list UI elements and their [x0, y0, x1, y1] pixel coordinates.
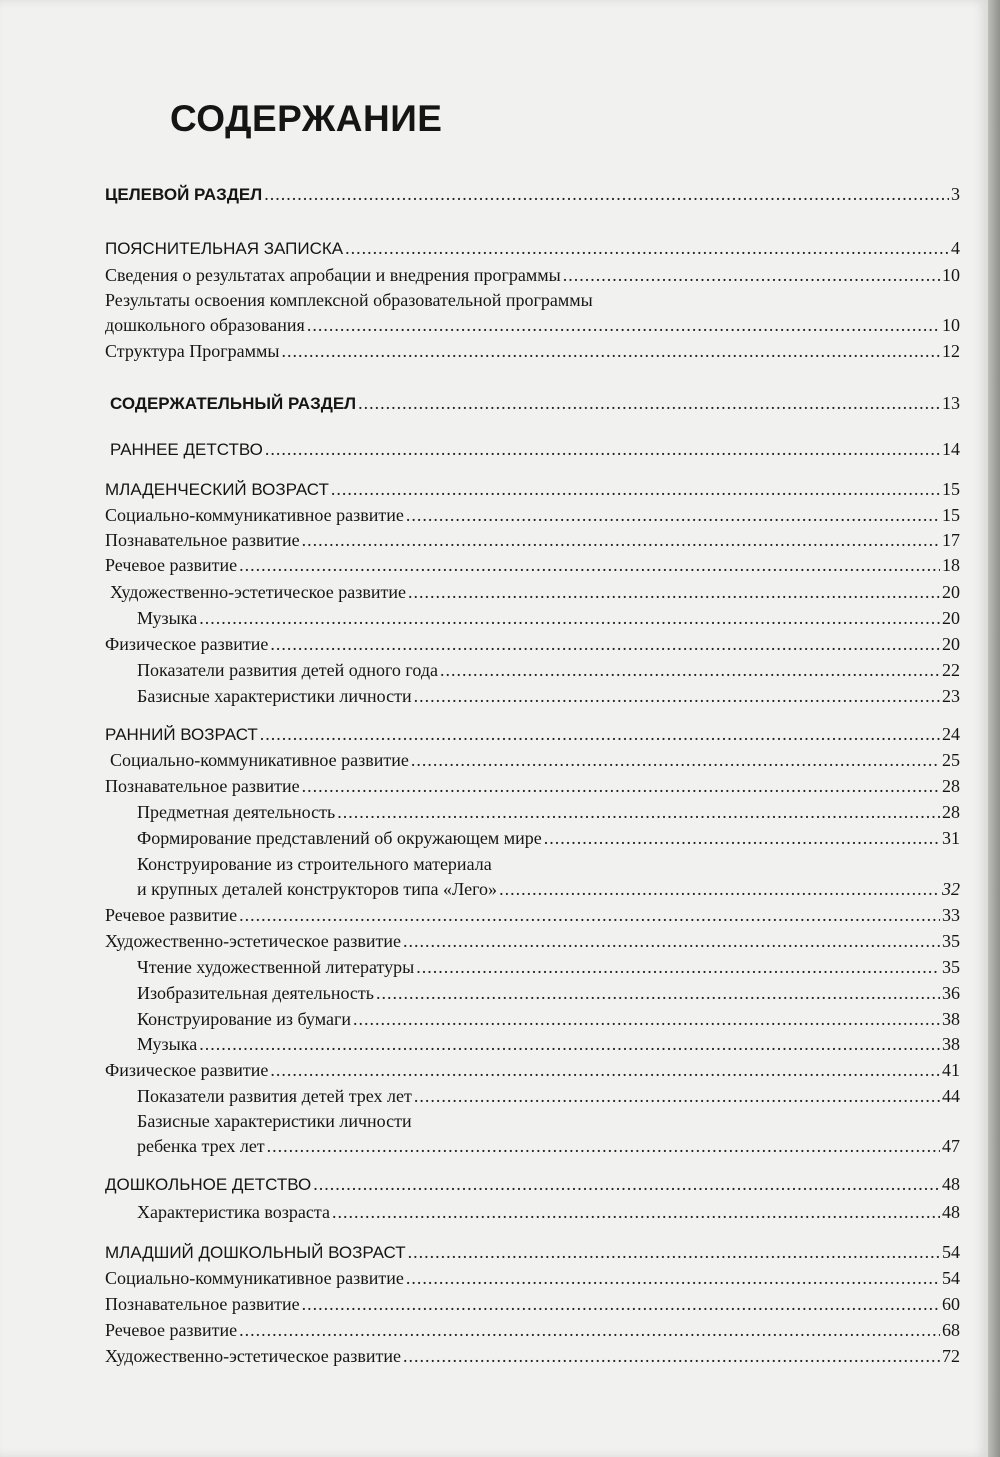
toc-entry-text: ребенка трех лет — [137, 1136, 265, 1156]
toc-leader — [408, 1240, 940, 1264]
toc-leader — [302, 1292, 940, 1316]
toc-leader — [265, 437, 940, 461]
toc-leader — [358, 391, 940, 415]
toc-page-number: 31 — [942, 828, 960, 848]
toc-leader — [267, 1134, 940, 1158]
toc-entry[interactable] — [105, 903, 960, 927]
toc-entry-text: Социально-коммуникативное развитие — [110, 750, 409, 770]
toc-entry-text: РАННЕЕ ДЕТСТВО — [110, 440, 263, 459]
toc-entry-text: Предметная деятельность — [137, 802, 336, 822]
toc-entry-text: Характеристика возраста — [137, 1202, 330, 1222]
toc-entry[interactable] — [105, 182, 960, 206]
toc-entry[interactable] — [105, 722, 960, 746]
toc-entry[interactable] — [105, 1172, 960, 1196]
toc-page-number: 22 — [942, 660, 960, 680]
toc-entry-text: Показатели развития детей трех лет — [137, 1086, 412, 1106]
toc-leader — [499, 877, 940, 901]
toc-page-number: 54 — [942, 1242, 960, 1262]
toc-entry-text: ДОШКОЛЬНОЕ ДЕТСТВО — [105, 1175, 312, 1194]
toc-entry-text: Речевое развитие — [105, 905, 238, 925]
toc-leader — [411, 748, 940, 772]
toc-entry[interactable] — [105, 263, 960, 287]
toc-entry-text: Речевое развитие — [105, 555, 238, 575]
toc-entry[interactable] — [105, 339, 960, 363]
toc-page-number: 44 — [942, 1086, 960, 1106]
book-spine-shadow — [988, 0, 1000, 1457]
toc-entry-text: Познавательное развитие — [105, 776, 300, 796]
toc-entry[interactable] — [105, 580, 960, 604]
toc-entry[interactable] — [105, 477, 960, 501]
toc-entry-text: МЛАДШИЙ ДОШКОЛЬНЫЙ ВОЗРАСТ — [105, 1243, 406, 1262]
toc-entry[interactable] — [105, 1109, 960, 1133]
toc-entry-text: Познавательное развитие — [105, 1294, 300, 1314]
toc-leader — [376, 981, 940, 1005]
toc-entry[interactable] — [105, 684, 960, 708]
toc-entry-text: Показатели развития детей одного года — [137, 660, 438, 680]
toc-page-number: 3 — [951, 184, 960, 204]
toc-page-number: 23 — [942, 686, 960, 706]
toc-entry-text: СОДЕРЖАТЕЛЬНЫЙ РАЗДЕЛ — [110, 394, 357, 413]
toc-entry[interactable] — [105, 1200, 960, 1224]
toc-entry[interactable] — [105, 1084, 960, 1108]
toc-leader — [239, 553, 940, 577]
table-of-contents — [105, 182, 960, 1368]
toc-page-number: 14 — [942, 439, 960, 459]
toc-entry-text: Художественно-эстетическое развитие — [110, 582, 406, 602]
toc-entry[interactable] — [105, 391, 960, 415]
toc-leader — [414, 684, 940, 708]
toc-entry-text: Физическое развитие — [105, 1060, 269, 1080]
toc-entry-text: Конструирование из бумаги — [137, 1009, 351, 1029]
toc-entry[interactable] — [105, 1344, 960, 1368]
toc-entry[interactable] — [105, 606, 960, 630]
toc-leader — [307, 313, 940, 337]
toc-entry[interactable] — [105, 800, 960, 824]
toc-leader — [264, 182, 949, 206]
toc-page-number: 47 — [942, 1136, 960, 1156]
toc-entry[interactable] — [105, 313, 960, 337]
toc-entry-text: и крупных деталей конструкторов типа «Лего» — [137, 879, 498, 899]
toc-entry[interactable] — [105, 236, 960, 260]
toc-entry-text: Музыка — [137, 1034, 198, 1054]
toc-entry[interactable] — [105, 826, 960, 850]
toc-leader — [414, 1084, 940, 1108]
toc-entry-text: Структура Программы — [105, 341, 280, 361]
toc-leader — [331, 477, 940, 501]
toc-leader — [563, 263, 940, 287]
toc-entry-text: Базисные характеристики личности — [137, 1111, 412, 1131]
toc-leader — [270, 1058, 940, 1082]
toc-page-number: 25 — [942, 750, 960, 770]
toc-page-number: 12 — [942, 341, 960, 361]
toc-entry-text: Социально-коммуникативное развитие — [105, 1268, 404, 1288]
toc-page-number: 48 — [942, 1174, 960, 1194]
toc-page-number: 20 — [942, 634, 960, 654]
toc-entry[interactable] — [105, 503, 960, 527]
toc-leader — [239, 903, 940, 927]
toc-entry-text: Формирование представлений об окружающем мире — [137, 828, 542, 848]
toc-entry[interactable] — [105, 632, 960, 656]
toc-page-number: 35 — [942, 957, 960, 977]
toc-entry[interactable] — [105, 748, 960, 772]
toc-entry-text: Чтение художественной литературы — [137, 957, 415, 977]
toc-page-number: 20 — [942, 608, 960, 628]
toc-entry[interactable] — [105, 955, 960, 979]
toc-leader — [403, 929, 940, 953]
toc-entry[interactable] — [105, 528, 960, 552]
toc-page-number: 13 — [942, 393, 960, 413]
toc-page-number: 28 — [942, 776, 960, 796]
toc-page-number: 48 — [942, 1202, 960, 1222]
toc-entry[interactable] — [105, 929, 960, 953]
toc-leader — [544, 826, 940, 850]
toc-leader — [282, 339, 941, 363]
toc-entry[interactable] — [105, 288, 960, 312]
toc-entry-text: МЛАДЕНЧЕСКИЙ ВОЗРАСТ — [105, 480, 329, 499]
toc-page-number: 18 — [942, 555, 960, 575]
toc-entry[interactable] — [105, 658, 960, 682]
toc-entry[interactable] — [105, 1007, 960, 1031]
toc-page-number: 72 — [942, 1346, 960, 1366]
toc-page-number: 17 — [942, 530, 960, 550]
toc-page-number: 35 — [942, 931, 960, 951]
toc-entry-text: Сведения о результатах апробации и внедрения программы — [105, 265, 561, 285]
toc-entry-text: Речевое развитие — [105, 1320, 238, 1340]
toc-page-number: 38 — [942, 1009, 960, 1029]
toc-leader — [406, 1266, 940, 1290]
toc-entry-text: Социально-коммуникативное развитие — [105, 505, 404, 525]
toc-leader — [302, 774, 940, 798]
toc-entry-text: Результаты освоения комплексной образовательной программы — [105, 290, 593, 310]
page-title: СОДЕРЖАНИЕ — [170, 98, 443, 139]
toc-leader — [239, 1318, 940, 1342]
toc-page-number: 38 — [942, 1034, 960, 1054]
toc-entry[interactable] — [105, 437, 960, 461]
toc-page-number: 10 — [942, 265, 960, 285]
toc-leader — [199, 606, 940, 630]
toc-entry-text: Базисные характеристики личности — [137, 686, 412, 706]
toc-page-number: 28 — [942, 802, 960, 822]
toc-entry[interactable] — [105, 981, 960, 1005]
toc-leader — [313, 1172, 940, 1196]
toc-page-number: 41 — [942, 1060, 960, 1080]
toc-page-number: 60 — [942, 1294, 960, 1314]
toc-entry[interactable] — [105, 1032, 960, 1056]
toc-entry-text: Познавательное развитие — [105, 530, 300, 550]
toc-page-number: 54 — [942, 1268, 960, 1288]
toc-entry-text: Физическое развитие — [105, 634, 269, 654]
toc-leader — [353, 1007, 940, 1031]
toc-entry[interactable] — [105, 1318, 960, 1342]
toc-entry[interactable] — [105, 1134, 960, 1158]
toc-leader — [270, 632, 940, 656]
toc-entry-text: Конструирование из строительного материала — [137, 854, 492, 874]
toc-leader — [332, 1200, 940, 1224]
toc-entry[interactable] — [105, 852, 960, 876]
toc-entry-text: Музыка — [137, 608, 198, 628]
toc-entry[interactable] — [105, 1266, 960, 1290]
toc-page-number: 68 — [942, 1320, 960, 1340]
toc-entry[interactable] — [105, 1058, 960, 1082]
toc-entry-text: РАННИЙ ВОЗРАСТ — [105, 725, 258, 744]
toc-page-number: 36 — [942, 983, 960, 1003]
toc-page-number: 15 — [942, 505, 960, 525]
toc-entry-text: Изобразительная деятельность — [137, 983, 374, 1003]
toc-leader — [406, 503, 940, 527]
toc-leader — [337, 800, 940, 824]
toc-entry-text: Художественно-эстетическое развитие — [105, 1346, 401, 1366]
toc-entry[interactable] — [105, 553, 960, 577]
toc-leader — [345, 236, 949, 260]
toc-leader — [416, 955, 940, 979]
toc-entry[interactable] — [105, 1292, 960, 1316]
toc-entry[interactable] — [105, 774, 960, 798]
toc-leader — [440, 658, 940, 682]
toc-page-number: 20 — [942, 582, 960, 602]
toc-page-number: 33 — [942, 905, 960, 925]
toc-leader — [199, 1032, 940, 1056]
toc-leader — [408, 580, 940, 604]
toc-leader — [302, 528, 940, 552]
toc-leader — [260, 722, 940, 746]
toc-page-number: 10 — [942, 315, 960, 335]
toc-entry-text: ЦЕЛЕВОЙ РАЗДЕЛ — [105, 185, 263, 204]
toc-page-number: 32 — [942, 879, 960, 899]
toc-page-number: 24 — [942, 724, 960, 744]
toc-page-number: 15 — [942, 479, 960, 499]
toc-entry-text: Художественно-эстетическое развитие — [105, 931, 401, 951]
toc-entry[interactable] — [105, 877, 960, 901]
toc-page-number: 4 — [951, 238, 960, 258]
toc-entry[interactable] — [105, 1240, 960, 1264]
toc-leader — [403, 1344, 940, 1368]
toc-entry-text: дошкольного образования — [105, 315, 305, 335]
toc-entry-text: ПОЯСНИТЕЛЬНАЯ ЗАПИСКА — [105, 239, 344, 258]
